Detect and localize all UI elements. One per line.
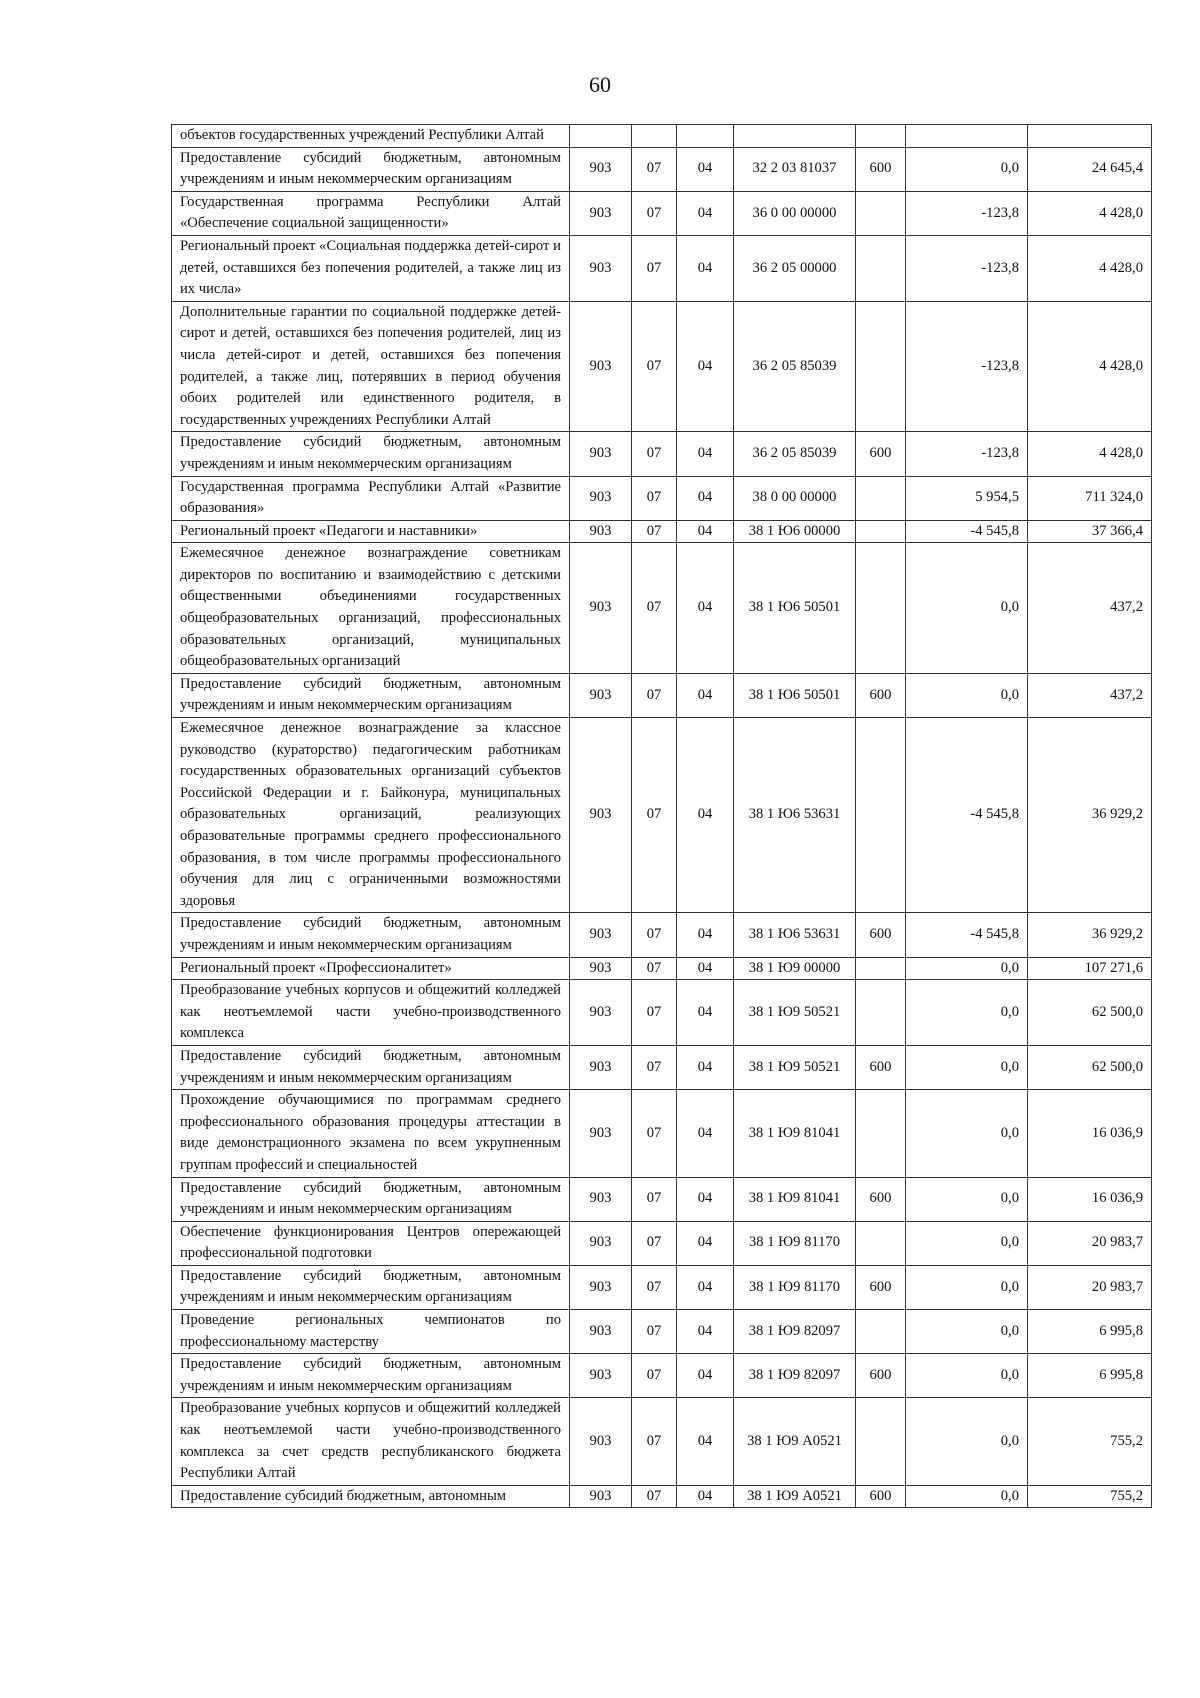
ministry-code-cell: 903 [570, 147, 632, 191]
subsection-code-cell: 04 [677, 718, 734, 913]
ministry-code-cell [570, 125, 632, 148]
total-amount-cell: 755,2 [1028, 1398, 1152, 1485]
table-row [172, 957, 1152, 980]
expense-type-cell: 600 [856, 1045, 906, 1089]
section-code-cell: 07 [632, 1177, 677, 1221]
section-code-cell: 07 [632, 1310, 677, 1354]
table-row [172, 1398, 1152, 1485]
subsection-code-cell: 04 [677, 1177, 734, 1221]
subsection-code-cell: 04 [677, 543, 734, 674]
row-name-cell: Предоставление субсидий бюджетным, автономным учреждениям и иным некоммерческим организациям [172, 1354, 570, 1398]
subsection-code-cell: 04 [677, 191, 734, 235]
row-name-cell: Региональный проект «Профессионалитет» [172, 957, 570, 980]
target-article-cell: 32 2 03 81037 [734, 147, 856, 191]
change-amount-cell: -4 545,8 [906, 718, 1028, 913]
total-amount-cell [1028, 125, 1152, 148]
subsection-code-cell: 04 [677, 1090, 734, 1177]
ministry-code-cell: 903 [570, 913, 632, 957]
ministry-code-cell: 903 [570, 718, 632, 913]
row-name-cell: Предоставление субсидий бюджетным, автономным [172, 1485, 570, 1508]
section-code-cell: 07 [632, 673, 677, 717]
row-name-cell: Региональный проект «Педагоги и наставники» [172, 520, 570, 543]
ministry-code-cell: 903 [570, 980, 632, 1046]
total-amount-cell: 20 983,7 [1028, 1221, 1152, 1265]
table-row [172, 1310, 1152, 1354]
change-amount-cell: 0,0 [906, 1045, 1028, 1089]
section-code-cell: 07 [632, 1485, 677, 1508]
ministry-code-cell: 903 [570, 235, 632, 301]
row-name-cell: Ежемесячное денежное вознаграждение советникам директоров по воспитанию и взаимодействию с детскими общественными объединениями государственных общеобразовательных организаций, профессиональных образовательных организаций, муниципальных общеобразовательных организаций [172, 543, 570, 674]
total-amount-cell: 107 271,6 [1028, 957, 1152, 980]
row-name-cell: Дополнительные гарантии по социальной поддержке детей-сирот и детей, оставшихся без попечения родителей, лиц из числа детей-сирот и детей, оставшихся без попечения родителей, а также лиц, потерявших в период обучения обоих родителей или единственного родителя, в государственных учреждениях Республики Алтай [172, 301, 570, 432]
ministry-code-cell: 903 [570, 673, 632, 717]
change-amount-cell: 0,0 [906, 673, 1028, 717]
total-amount-cell: 4 428,0 [1028, 432, 1152, 476]
expense-type-cell: 600 [856, 1177, 906, 1221]
total-amount-cell: 62 500,0 [1028, 1045, 1152, 1089]
target-article-cell: 38 1 Ю9 81170 [734, 1221, 856, 1265]
target-article-cell: 38 1 Ю9 82097 [734, 1354, 856, 1398]
total-amount-cell: 62 500,0 [1028, 980, 1152, 1046]
change-amount-cell: -123,8 [906, 301, 1028, 432]
expense-type-cell [856, 1398, 906, 1485]
target-article-cell: 36 2 05 00000 [734, 235, 856, 301]
change-amount-cell: -4 545,8 [906, 913, 1028, 957]
change-amount-cell: -123,8 [906, 235, 1028, 301]
target-article-cell: 38 0 00 00000 [734, 476, 856, 520]
row-name-cell: Государственная программа Республики Алтай «Развитие образования» [172, 476, 570, 520]
table-row [172, 125, 1152, 148]
table-row [172, 1485, 1152, 1508]
change-amount-cell: 0,0 [906, 1177, 1028, 1221]
ministry-code-cell: 903 [570, 1310, 632, 1354]
table-row [172, 520, 1152, 543]
ministry-code-cell: 903 [570, 1177, 632, 1221]
target-article-cell [734, 125, 856, 148]
row-name-cell: Предоставление субсидий бюджетным, автономным учреждениям и иным некоммерческим организациям [172, 1177, 570, 1221]
ministry-code-cell: 903 [570, 432, 632, 476]
row-name-cell: Предоставление субсидий бюджетным, автономным учреждениям и иным некоммерческим организациям [172, 147, 570, 191]
total-amount-cell: 437,2 [1028, 543, 1152, 674]
subsection-code-cell: 04 [677, 235, 734, 301]
total-amount-cell: 37 366,4 [1028, 520, 1152, 543]
expense-type-cell [856, 1310, 906, 1354]
table-row [172, 1221, 1152, 1265]
total-amount-cell: 36 929,2 [1028, 718, 1152, 913]
change-amount-cell: -123,8 [906, 432, 1028, 476]
target-article-cell: 36 2 05 85039 [734, 301, 856, 432]
section-code-cell [632, 125, 677, 148]
subsection-code-cell: 04 [677, 476, 734, 520]
change-amount-cell: 0,0 [906, 957, 1028, 980]
ministry-code-cell: 903 [570, 1090, 632, 1177]
table-row [172, 301, 1152, 432]
ministry-code-cell: 903 [570, 543, 632, 674]
total-amount-cell: 16 036,9 [1028, 1177, 1152, 1221]
table-row [172, 1354, 1152, 1398]
table-row [172, 913, 1152, 957]
expense-type-cell: 600 [856, 432, 906, 476]
row-name-cell: объектов государственных учреждений Республики Алтай [172, 125, 570, 148]
row-name-cell: Ежемесячное денежное вознаграждение за классное руководство (кураторство) педагогическим работникам государственных образовательных организаций субъектов Российской Федерации и г. Байконура, муниципальных образовательных организаций, реализующих образовательные программы среднего профессионального образования, в том числе программы профессионального обучения для лиц с ограниченными возможностями здоровья [172, 718, 570, 913]
target-article-cell: 38 1 Ю6 50501 [734, 543, 856, 674]
change-amount-cell: 5 954,5 [906, 476, 1028, 520]
section-code-cell: 07 [632, 718, 677, 913]
section-code-cell: 07 [632, 1045, 677, 1089]
section-code-cell: 07 [632, 1090, 677, 1177]
expense-type-cell [856, 1221, 906, 1265]
change-amount-cell: 0,0 [906, 543, 1028, 674]
total-amount-cell: 4 428,0 [1028, 235, 1152, 301]
subsection-code-cell: 04 [677, 1354, 734, 1398]
subsection-code-cell: 04 [677, 1221, 734, 1265]
row-name-cell: Обеспечение функционирования Центров опережающей профессиональной подготовки [172, 1221, 570, 1265]
ministry-code-cell: 903 [570, 1045, 632, 1089]
ministry-code-cell: 903 [570, 476, 632, 520]
target-article-cell: 38 1 Ю9 82097 [734, 1310, 856, 1354]
budget-table [171, 124, 1152, 1508]
row-name-cell: Предоставление субсидий бюджетным, автономным учреждениям и иным некоммерческим организациям [172, 913, 570, 957]
expense-type-cell: 600 [856, 147, 906, 191]
section-code-cell: 07 [632, 1221, 677, 1265]
section-code-cell: 07 [632, 957, 677, 980]
section-code-cell: 07 [632, 235, 677, 301]
section-code-cell: 07 [632, 147, 677, 191]
subsection-code-cell: 04 [677, 957, 734, 980]
total-amount-cell: 24 645,4 [1028, 147, 1152, 191]
target-article-cell: 38 1 Ю9 A0521 [734, 1485, 856, 1508]
total-amount-cell: 755,2 [1028, 1485, 1152, 1508]
ministry-code-cell: 903 [570, 1398, 632, 1485]
section-code-cell: 07 [632, 1398, 677, 1485]
target-article-cell: 38 1 Ю6 00000 [734, 520, 856, 543]
row-name-cell: Предоставление субсидий бюджетным, автономным учреждениям и иным некоммерческим организациям [172, 673, 570, 717]
target-article-cell: 36 0 00 00000 [734, 191, 856, 235]
table-row [172, 673, 1152, 717]
section-code-cell: 07 [632, 1265, 677, 1309]
total-amount-cell: 16 036,9 [1028, 1090, 1152, 1177]
row-name-cell: Преобразование учебных корпусов и общежитий колледжей как неотъемлемой части учебно-производственного комплекса за счет средств республиканского бюджета Республики Алтай [172, 1398, 570, 1485]
subsection-code-cell: 04 [677, 1265, 734, 1309]
section-code-cell: 07 [632, 520, 677, 543]
page-number: 60 [589, 72, 611, 97]
ministry-code-cell: 903 [570, 1354, 632, 1398]
total-amount-cell: 437,2 [1028, 673, 1152, 717]
target-article-cell: 38 1 Ю6 53631 [734, 718, 856, 913]
row-name-cell: Проведение региональных чемпионатов по профессиональному мастерству [172, 1310, 570, 1354]
table-row [172, 147, 1152, 191]
target-article-cell: 38 1 Ю9 81041 [734, 1090, 856, 1177]
change-amount-cell: 0,0 [906, 1398, 1028, 1485]
total-amount-cell: 4 428,0 [1028, 301, 1152, 432]
section-code-cell: 07 [632, 1354, 677, 1398]
subsection-code-cell: 04 [677, 432, 734, 476]
table-row [172, 476, 1152, 520]
subsection-code-cell: 04 [677, 1045, 734, 1089]
table-row [172, 543, 1152, 674]
subsection-code-cell: 04 [677, 1485, 734, 1508]
expense-type-cell [856, 1090, 906, 1177]
table-row [172, 1177, 1152, 1221]
total-amount-cell: 36 929,2 [1028, 913, 1152, 957]
expense-type-cell [856, 301, 906, 432]
change-amount-cell: -4 545,8 [906, 520, 1028, 543]
change-amount-cell: 0,0 [906, 1485, 1028, 1508]
subsection-code-cell: 04 [677, 913, 734, 957]
table-row [172, 1045, 1152, 1089]
total-amount-cell: 20 983,7 [1028, 1265, 1152, 1309]
subsection-code-cell: 04 [677, 520, 734, 543]
expense-type-cell: 600 [856, 1485, 906, 1508]
row-name-cell: Преобразование учебных корпусов и общежитий колледжей как неотъемлемой части учебно-производственного комплекса [172, 980, 570, 1046]
change-amount-cell [906, 125, 1028, 148]
subsection-code-cell: 04 [677, 980, 734, 1046]
expense-type-cell: 600 [856, 1265, 906, 1309]
row-name-cell: Предоставление субсидий бюджетным, автономным учреждениям и иным некоммерческим организациям [172, 1045, 570, 1089]
change-amount-cell: 0,0 [906, 147, 1028, 191]
subsection-code-cell: 04 [677, 147, 734, 191]
table-row [172, 235, 1152, 301]
section-code-cell: 07 [632, 301, 677, 432]
section-code-cell: 07 [632, 191, 677, 235]
target-article-cell: 38 1 Ю9 50521 [734, 980, 856, 1046]
change-amount-cell: 0,0 [906, 1310, 1028, 1354]
change-amount-cell: 0,0 [906, 1090, 1028, 1177]
change-amount-cell: 0,0 [906, 1354, 1028, 1398]
table-row [172, 718, 1152, 913]
expense-type-cell [856, 718, 906, 913]
section-code-cell: 07 [632, 913, 677, 957]
expense-type-cell: 600 [856, 1354, 906, 1398]
ministry-code-cell: 903 [570, 301, 632, 432]
table-row [172, 980, 1152, 1046]
table-row [172, 191, 1152, 235]
ministry-code-cell: 903 [570, 191, 632, 235]
subsection-code-cell [677, 125, 734, 148]
expense-type-cell [856, 520, 906, 543]
section-code-cell: 07 [632, 432, 677, 476]
expense-type-cell [856, 125, 906, 148]
ministry-code-cell: 903 [570, 1485, 632, 1508]
total-amount-cell: 711 324,0 [1028, 476, 1152, 520]
subsection-code-cell: 04 [677, 673, 734, 717]
target-article-cell: 38 1 Ю9 81041 [734, 1177, 856, 1221]
target-article-cell: 38 1 Ю6 53631 [734, 913, 856, 957]
section-code-cell: 07 [632, 980, 677, 1046]
expense-type-cell [856, 235, 906, 301]
target-article-cell: 38 1 Ю9 A0521 [734, 1398, 856, 1485]
target-article-cell: 38 1 Ю9 50521 [734, 1045, 856, 1089]
row-name-cell: Государственная программа Республики Алтай «Обеспечение социальной защищенности» [172, 191, 570, 235]
change-amount-cell: 0,0 [906, 1221, 1028, 1265]
subsection-code-cell: 04 [677, 1310, 734, 1354]
total-amount-cell: 6 995,8 [1028, 1310, 1152, 1354]
change-amount-cell: 0,0 [906, 980, 1028, 1046]
target-article-cell: 38 1 Ю6 50501 [734, 673, 856, 717]
expense-type-cell [856, 476, 906, 520]
expense-type-cell [856, 980, 906, 1046]
target-article-cell: 38 1 Ю9 00000 [734, 957, 856, 980]
ministry-code-cell: 903 [570, 1265, 632, 1309]
section-code-cell: 07 [632, 543, 677, 674]
expense-type-cell [856, 543, 906, 674]
total-amount-cell: 6 995,8 [1028, 1354, 1152, 1398]
expense-type-cell [856, 957, 906, 980]
change-amount-cell: 0,0 [906, 1265, 1028, 1309]
ministry-code-cell: 903 [570, 520, 632, 543]
row-name-cell: Прохождение обучающимися по программам среднего профессионального образования процедуры аттестации в виде демонстрационного экзамена по всем укрупненным группам профессий и специальностей [172, 1090, 570, 1177]
expense-type-cell: 600 [856, 673, 906, 717]
section-code-cell: 07 [632, 476, 677, 520]
table-row [172, 1090, 1152, 1177]
target-article-cell: 36 2 05 85039 [734, 432, 856, 476]
subsection-code-cell: 04 [677, 1398, 734, 1485]
ministry-code-cell: 903 [570, 957, 632, 980]
expense-type-cell [856, 191, 906, 235]
expense-type-cell: 600 [856, 913, 906, 957]
row-name-cell: Региональный проект «Социальная поддержка детей-сирот и детей, оставшихся без попечения родителей, а также лиц из их числа» [172, 235, 570, 301]
table-row [172, 1265, 1152, 1309]
row-name-cell: Предоставление субсидий бюджетным, автономным учреждениям и иным некоммерческим организациям [172, 432, 570, 476]
total-amount-cell: 4 428,0 [1028, 191, 1152, 235]
target-article-cell: 38 1 Ю9 81170 [734, 1265, 856, 1309]
subsection-code-cell: 04 [677, 301, 734, 432]
change-amount-cell: -123,8 [906, 191, 1028, 235]
table-row [172, 432, 1152, 476]
row-name-cell: Предоставление субсидий бюджетным, автономным учреждениям и иным некоммерческим организациям [172, 1265, 570, 1309]
ministry-code-cell: 903 [570, 1221, 632, 1265]
